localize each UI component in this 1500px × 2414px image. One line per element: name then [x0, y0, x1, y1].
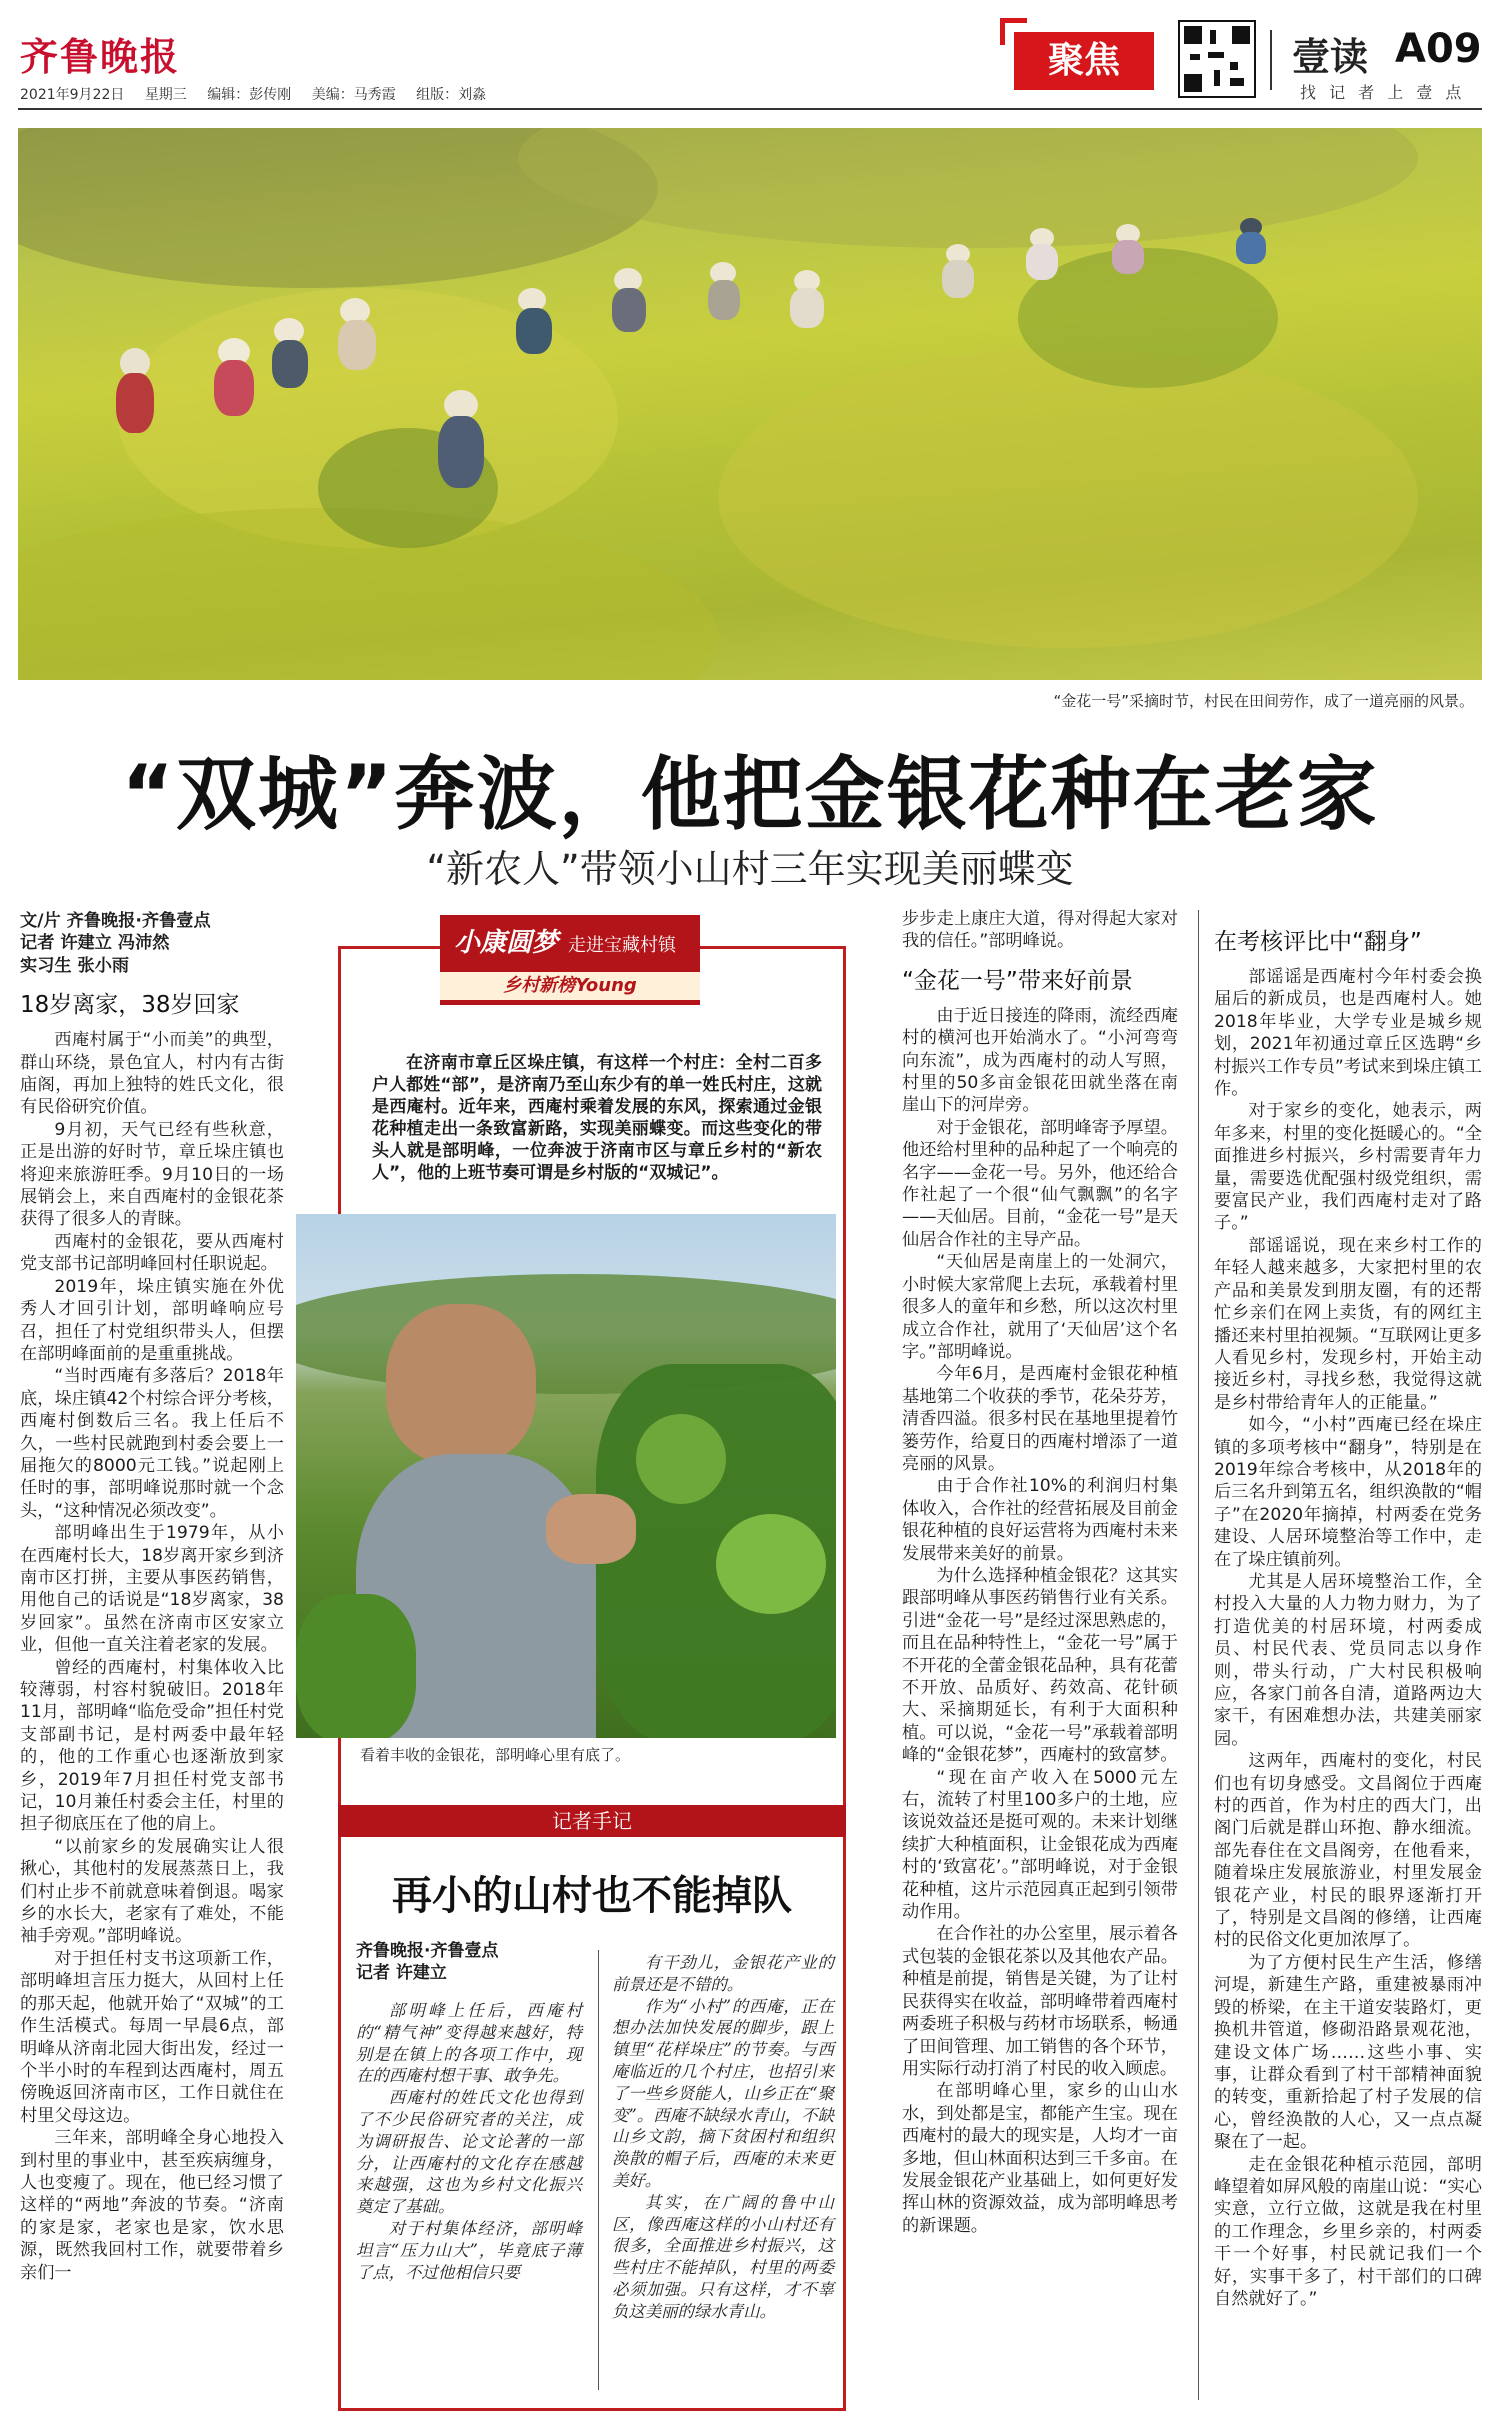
section-heading-1: 18岁离家，38岁回家 — [20, 992, 240, 1019]
feature-banner-title — [440, 922, 700, 959]
article-column-3 — [902, 908, 1178, 2237]
layout-credit: 组版：刘淼 — [416, 87, 487, 103]
paragraph: 对于金银花，部明峰寄予厚望。他还给村里种的品种起了一个响亮的名字——金花一号。另外，他还给合作社起了一个很“仙气飘飘”的名字——天仙居。目前，“金花一号”是天仙居合作社的主导产品。 — [902, 1117, 1178, 1250]
paragraph: “天仙居是南崖上的一处洞穴，小时候大家常爬上去玩，承载着村里很多人的童年和乡愁，所以这次村里成立合作社，就用了‘天仙居’这个名字。”部明峰说。 — [902, 1252, 1178, 1362]
paragraph: 部谣谣是西庵村今年村委会换届后的新成员，也是西庵村人。她2018年毕业，大学专业是城乡规划，2021年初通过章丘区选聘“乡村振兴工作专员”考试来到垛庄镇工作。 — [1214, 967, 1482, 1100]
banner-title-text: 小康圆梦 — [454, 928, 559, 958]
reporters-note-title: 再小的山村也不能掉队 — [392, 1872, 792, 1919]
section-heading-3: 在考核评比中“翻身” — [1214, 929, 1422, 955]
qr-code-icon[interactable] — [1178, 20, 1256, 98]
paragraph: “以前家乡的发展确实让人很揪心，其他村的发展蒸蒸日上，我们村止步不前就意味着倒退。喝家乡的水长大，老家有了难处，不能袖手旁观。”部明峰说。 — [20, 1836, 284, 1947]
reporters-note-column-a — [356, 2000, 582, 2283]
paragraph: 在部明峰心里，家乡的山山水水，到处都是宝，都能产生宝。现在西庵村的最大的现实是，人均才一亩多地，但山林面积达到三千多亩。在发展金银花产业基础上，如何更好发挥山林的资源效益，成为部明峰思考的新课题。 — [902, 2081, 1178, 2236]
sub-headline: “新农人”带领小山村三年实现美丽蝶变 — [426, 847, 1074, 891]
paragraph: 西庵村属于“小而美”的典型，群山环绕，景色宜人，村内有古街庙阁，再加上独特的姓氏文化，很有民俗研究价值。 — [20, 1030, 284, 1118]
article-column-4 — [1214, 908, 1482, 2310]
column-divider — [1198, 910, 1199, 2400]
paragraph: “现在亩产收入在5000元左右，流转了村里100多户的土地，应该说效益还是挺可观的。未来计划继续扩大种植面积，让金银花成为西庵村的‘致富花’。”部明峰说，对于金银花种植，这片示范园真正起到引领带动作用。 — [902, 1767, 1178, 1923]
hero-caption: “金花一号”采摘时节，村民在田间劳作，成了一道亮丽的风景。 — [1053, 692, 1474, 710]
note-credit-outlet: 齐鲁晚报·齐鲁壹点 — [356, 1941, 499, 1961]
note-paragraph: 部明峰上任后，西庵村的“精气神”变得越来越好，特别是在镇上的各项工作中，现在的西庵村想干事、敢争先。 — [356, 2001, 582, 2086]
paragraph: 曾经的西庵村，村集体收入比较薄弱，村容村貌破旧。2018年11月，部明峰“临危受命”担任村党支部副书记，是村两委中最年轻的，他的工作重心也逐渐放到家乡，2019年7月担任村党支部书记，10月兼任村委会主任，村里的担子彻底压在了他的肩上。 — [20, 1657, 284, 1835]
header-divider — [1270, 30, 1272, 90]
paragraph: “当时西庵有多落后？2018年底，垛庄镇42个村综合评分考核，西庵村倒数后三名。我上任后不久，一些村民就跑到村委会要上一届拖欠的8000元工钱。”说起刚上任时的事，部明峰说那时就一个念头，“这种情况必须改变”。 — [20, 1366, 284, 1521]
paragraph: 部谣谣说，现在来乡村工作的年轻人越来越多，大家把村里的农产品和美景发到朋友圈，有的还帮忙乡亲们在网上卖货，有的网红主播还来村里拍视频。“互联网让更多人看见乡村，发现乡村，开始主动接近乡村，寻找乡愁，我觉得这就是乡村带给青年人的正能量。” — [1214, 1235, 1482, 1413]
focus-section-badge: 聚焦 — [1014, 32, 1154, 90]
paragraph: 由于近日接连的降雨，流经西庵村的横河也开始淌水了。“小河弯弯向东流”，成为西庵村的动人写照，村里的50多亩金银花田就坐落在南崖山下的河岸旁。 — [902, 1005, 1178, 1116]
paragraph: 为了方便村民生产生活，修缮河堤，新建生产路，重建被暴雨冲毁的桥梁，在主干道安装路灯，更换机井管道，修砌沿路景观花池，建设文体广场……这些小事、实事，让群众看到了村干部精神面貌的转变，重新拾起了村子发展的信心，曾经涣散的人心，又一点点凝聚在了一起。 — [1214, 1952, 1482, 2153]
paragraph: 对于家乡的变化，她表示，两年多来，村里的变化挺暖心的。“全面推进乡村振兴，乡村需要青年力量，需要选优配强村级党组织，需要富民产业，我们西庵村走对了路子。” — [1214, 1101, 1482, 1234]
reporters-note-credit — [356, 1940, 498, 1984]
masthead-logo: 齐鲁晚报 — [20, 34, 181, 79]
issue-weekday: 星期三 — [144, 87, 187, 103]
byline-line: 记者 许建立 冯沛然 — [20, 933, 170, 954]
dateline — [20, 84, 502, 104]
article-column-1 — [20, 910, 284, 2284]
portrait-caption: 看着丰收的金银花，部明峰心里有底了。 — [360, 1746, 631, 1764]
paragraph: 部明峰出生于1979年，从小在西庵村长大，18岁离开家乡到济南市区打拼，主要从事医药销售，用他自己的话说是“18岁离家，38岁回家”。虽然在济南市区安家立业，但他一直关注着老家的发展。 — [20, 1523, 284, 1656]
feature-banner-subtitle: 乡村新榜Young — [440, 972, 700, 1000]
section-slogan: 找 记 者 上 壹 点 — [1300, 83, 1466, 102]
byline-line: 文/片 齐鲁晚报·齐鲁壹点 — [20, 911, 211, 931]
byline-line: 实习生 张小雨 — [20, 955, 130, 976]
note-paragraph: 有干劲儿，金银花产业的前景还是不错的。 — [612, 1953, 834, 1994]
issue-date: 2021年9月22日 — [20, 87, 125, 103]
header-rule — [18, 108, 1482, 110]
paragraph: 西庵村的金银花，要从西庵村党支部书记部明峰回村任职说起。 — [20, 1231, 284, 1275]
editor-credit: 编辑：彭传刚 — [207, 87, 292, 103]
portrait-photo-farmer — [296, 1214, 836, 1738]
paragraph: 由于合作社10%的利润归村集体收入，合作社的经营拓展及目前金银花种植的良好运营将为西庵村未来发展带来美好的前景。 — [902, 1476, 1178, 1564]
paragraph: 如今，“小村”西庵已经在垛庄镇的多项考核中“翻身”，特别是在2019年综合考核中，从2018年的后三名升到第五名，组织涣散的“帽子”在2020年摘掉，村两委在党务建设、人居环境整治等工作中，走在了垛庄镇前列。 — [1214, 1415, 1482, 1570]
art-editor-credit: 美编：马秀霞 — [311, 87, 396, 103]
paragraph: 为什么选择种植金银花？这其实跟部明峰从事医药销售行业有关系。引进“金花一号”是经过深思熟虑的，而且在品种特性上，“金花一号”属于不开花的全蕾金银花品种，具有花蕾不开放、品质好、药效高、花针硕大、采摘期延长，有利于大面积种植。可以说，“金花一号”承载着部明峰的“金银花梦”，西庵村的致富梦。 — [902, 1565, 1178, 1766]
note-paragraph: 西庵村的姓氏文化也得到了不少民俗研究者的关注，成为调研报告、论文论著的一部分，让西庵村的文化存在感越来越强，这也为乡村文化振兴奠定了基础。 — [356, 2088, 582, 2217]
paragraph: 尤其是人居环境整治工作，全村投入大量的人力物力财力，为了打造优美的村居环境，村两委成员、村民代表、党员同志以身作则，带头行动，广大村民积极响应，各家门前各自清，道路两边大家干，有困难想办法，共建美丽家园。 — [1214, 1571, 1482, 1749]
note-column-divider — [598, 1950, 599, 2390]
paragraph: 对于担任村支书这项新工作，部明峰坦言压力挺大，从回村上任的那天起，他就开始了“双城”的工作生活模式。每周一早晨6点，部明峰从济南北园大街出发，经过一个半小时的车程到达西庵村，周五傍晚返回济南市区，工作日就住在村里父母这边。 — [20, 1948, 284, 2126]
intro-paragraph: 在济南市章丘区垛庄镇，有这样一个村庄：全村二百多户人都姓“部”，是济南乃至山东少有的单一姓氏村庄，这就是西庵村。近年来，西庵村乘着发展的东风，探索通过金银花种植走出一条致富新路，实现美丽蝶变。而这些变化的带头人就是部明峰，一位奔波于济南市区与章丘乡村的“新农人”，他的上班节奏可谓是乡村版的“双城记”。 — [372, 1053, 822, 1183]
paragraph: 今年6月，是西庵村金银花种植基地第二个收获的季节，花朵芬芳，清香四溢。很多村民在基地里提着竹篓劳作，给夏日的西庵村增添了一道亮丽的风景。 — [902, 1364, 1178, 1474]
note-paragraph: 其实，在广阔的鲁中山区，像西庵这样的小山村还有很多，全面推进乡村振兴，这些村庄不能掉队，村里的两委必须加强。只有这样，才不辜负这美丽的绿水青山。 — [612, 2192, 834, 2321]
feature-intro — [372, 1052, 822, 1184]
note-paragraph: 对于村集体经济，部明峰坦言“压力山大”，毕竟底子薄了点，不过他相信只要 — [356, 2218, 582, 2282]
paragraph: 三年来，部明峰全身心地投入到村里的事业中，甚至疾病缠身，人也变瘦了。现在，他已经习惯了这样的“两地”奔波的节奏。“济南的家是家，老家也是家，饮水思源，既然我回村工作，就要带着乡亲们一 — [20, 2128, 284, 2283]
paragraph: 步步走上康庄大道，得对得起大家对我的信任。”部明峰说。 — [902, 909, 1178, 952]
paragraph: 2019年，垛庄镇实施在外优秀人才回引计划，部明峰响应号召，担任了村党组织带头人，但摆在部明峰面前的是重重挑战。 — [20, 1276, 284, 1364]
section-name: 壹读 — [1292, 35, 1369, 79]
section-heading-2: “金花一号”带来好前景 — [902, 967, 1133, 994]
note-credit-reporter: 记者 许建立 — [356, 1963, 447, 1983]
paragraph: 走在金银花种植示范园，部明峰望着如屏风般的南崖山说：“实心实意，立行立做，这就是我在村里的工作理念，乡里乡亲的，村两委干一个好事，村民就记我们一个好，实事干多了，村干部们的口碑自然就好了。” — [1214, 2154, 1482, 2309]
paragraph: 这两年，西庵村的变化，村民们也有切身感受。文昌阁位于西庵村的西首，作为村庄的西大门，出阁门后就是群山环抱、静水细流。部先春住在文昌阁旁，在他看来，随着垛庄发展旅游业，村里发展金银花产业，村民的眼界逐渐打开了，特别是文昌阁的修缮，让西庵村的民俗文化更加浓厚了。 — [1214, 1751, 1482, 1951]
paragraph: 在合作社的办公室里，展示着各式包装的金银花茶以及其他农产品。种植是前提，销售是关键，为了让村民获得实在收益，部明峰带着西庵村两委班子积极与药材市场联系，畅通了田间管理、加工销售的各个环节，用实际行动打消了村民的收入顾虑。 — [902, 1924, 1178, 2079]
paragraph: 9月初，天气已经有些秋意，正是出游的好时节，章丘垛庄镇也将迎来旅游旺季。9月10日的一场展销会上，来自西庵村的金银花茶获得了很多人的青睐。 — [20, 1119, 284, 1230]
reporters-note-tag: 记者手记 — [338, 1805, 846, 1837]
main-headline: “双城”奔波，他把金银花种在老家 — [121, 748, 1379, 841]
hero-photo-honeysuckle-field — [18, 128, 1482, 680]
page-number: A09 — [1395, 26, 1482, 72]
reporters-note-column-b — [612, 1952, 834, 2323]
banner-title-small: 走进宝藏村镇 — [568, 935, 677, 956]
note-paragraph: 作为“小村”的西庵，正在想办法加快发展的脚步，跟上镇里“花样垛庄”的节奏。与西庵临近的几个村庄，也招引来了一些乡贤能人，山乡正在“聚变”。西庵不缺绿水青山，不缺山乡文韵，摘下贫困村和组织涣散的帽子后，西庵的未来更美好。 — [612, 1996, 834, 2190]
